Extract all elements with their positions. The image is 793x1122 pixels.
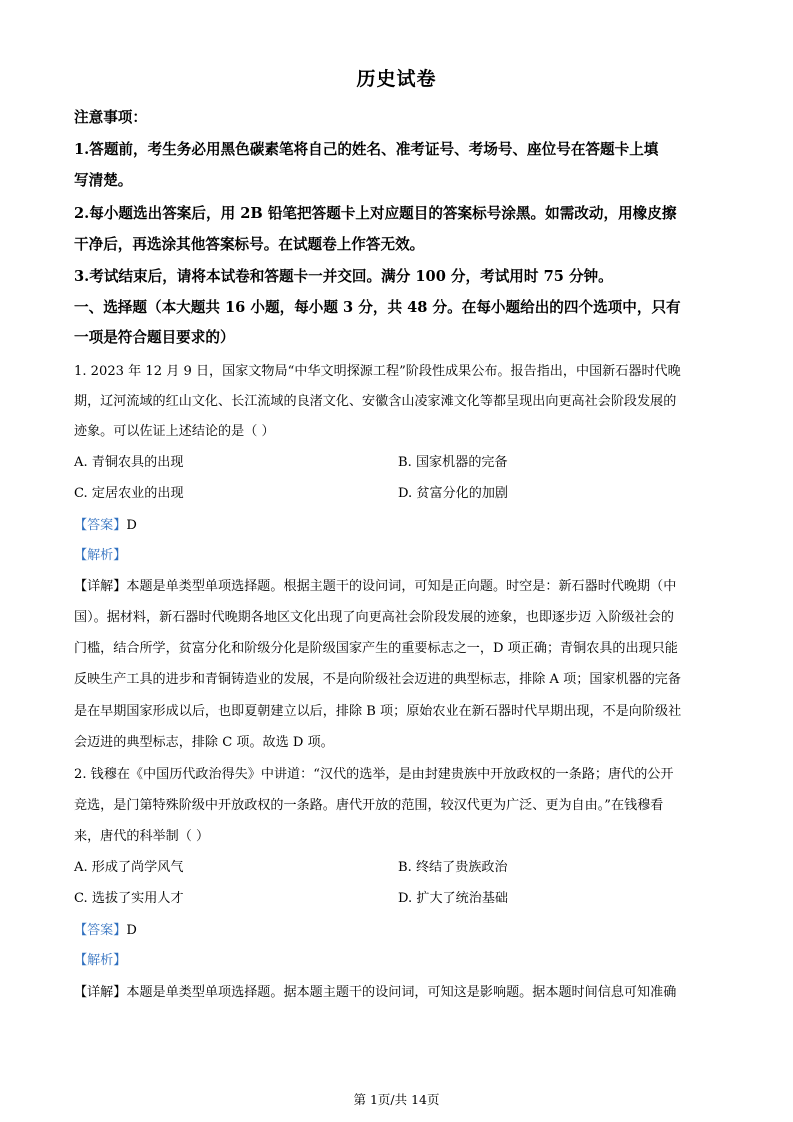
q1-detail-line-2: 国）。据材料，新石器时代晚期各地区文化出现了向更高社会阶段发展的迹象，也即逐步迈 入阶级社会的: [74, 610, 674, 625]
q1-detail-line-4: 反映生产工具的进步和青铜铸造业的发展，不是向阶级社会迈进的典型标志，排除 A 项；国家机器的完备: [74, 672, 681, 687]
q2-answer: [74, 919, 137, 938]
notice-item-1-line-2: 写清楚。: [74, 172, 133, 189]
notice-item-2-line-2: 干净后，再选涂其他答案标号。在试题卷上作答无效。: [74, 236, 425, 253]
q2-answer-value: D: [126, 923, 137, 938]
notice-item-2-line-1: 2.每小题选出答案后，用 2B 铅笔把答题卡上对应题目的答案标号涂黑。如需改动，用橡皮擦: [74, 205, 677, 222]
notice-heading: 注意事项：: [74, 109, 147, 126]
q2-answer-label: 【答案】: [74, 923, 127, 938]
section-heading-line-2: 一项是符合题目要求的）: [74, 329, 235, 346]
q1-option-c: C. 定居农业的出现: [74, 486, 184, 501]
q2-option-a: A. 形成了尚学风气: [74, 860, 184, 875]
q1-option-a: A. 青铜农具的出现: [74, 455, 184, 470]
q1-detail-line-6: 会迈进的典型标志，排除 C 项。故选 D 项。: [74, 735, 334, 750]
q2-stem-line-3: 来，唐代的科举制（ ）: [74, 829, 210, 844]
q1-answer: [74, 514, 137, 533]
q2-stem-line-1: 2. 钱穆在《中国历代政治得失》中讲道：“汉代的选举，是由封建贵族中开放政权的一条路；唐代的公开: [74, 767, 674, 782]
q2-option-d: D. 扩大了统治基础: [398, 891, 509, 906]
q2-option-b: B. 终结了贵族政治: [398, 860, 508, 875]
q1-option-d: D. 贫富分化的加剧: [398, 486, 509, 501]
q2-option-c: C. 选拔了实用人才: [74, 891, 184, 906]
q1-answer-label: 【答案】: [74, 518, 127, 533]
q1-analysis-label: 【解析】: [74, 548, 127, 563]
q2-detail-line-1: 【详解】本题是单类型单项选择题。据本题主题干的设问词，可知这是影响题。据本题时间信息可知准确: [74, 985, 677, 1000]
q2-stem-line-2: 竞选，是门第特殊阶级中开放政权的一条路。唐代开放的范围，较汉代更为广泛、更为自由。”在钱穆看: [74, 798, 664, 813]
q1-stem-line-2: 期，辽河流域的红山文化、长江流域的良渚文化、安徽含山凌家滩文化等都呈现出向更高社会阶段发展的: [74, 394, 677, 409]
notice-item-1-line-1: 1.答题前，考生务必用黑色碳素笔将自己的姓名、准考证号、考场号、座位号在答题卡上填: [74, 141, 659, 158]
q1-detail-line-5: 是在早期国家形成以后，也即夏朝建立以后，排除 B 项；原始农业在新石器时代早期出现，不是向阶级社: [74, 704, 682, 719]
notice-item-3: 3.考试结束后，请将本试卷和答题卡一并交回。满分 100 分，考试用时 75 分钟。: [74, 268, 613, 285]
q1-detail-line-3: 门槛，结合所学，贫富分化和阶级分化是阶级国家产生的重要标志之一，D 项正确；青铜农具的出现只能: [74, 641, 678, 656]
q2-analysis-label: 【解析】: [74, 953, 127, 968]
page-title: 历史试卷: [356, 68, 437, 90]
q1-stem-line-3: 迹象。可以佐证上述结论的是（ ）: [74, 424, 275, 439]
page-footer: 第 1页/共 14页: [353, 1092, 440, 1107]
section-heading-line-1: 一、选择题（本大题共 16 小题，每小题 3 分，共 48 分。在每小题给出的四个选项中，只有: [74, 299, 681, 316]
q1-detail-line-1: 【详解】本题是单类型单项选择题。根据主题干的设问词，可知是正向题。时空是：新石器时代晚期（中: [74, 579, 677, 594]
q1-option-b: B. 国家机器的完备: [398, 455, 508, 470]
q1-stem-line-1: 1. 2023 年 12 月 9 日，国家文物局“中华文明探源工程”阶段性成果公布。报告指出，中国新石器时代晚: [74, 364, 681, 379]
q1-answer-value: D: [126, 518, 137, 533]
